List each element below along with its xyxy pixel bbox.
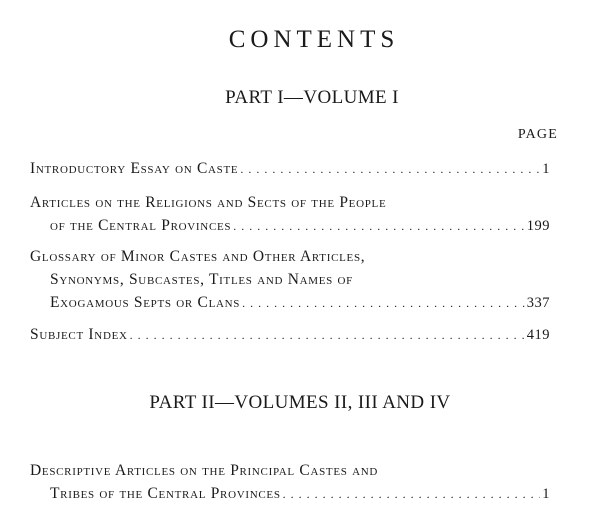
page-column-label: PAGE — [517, 127, 558, 142]
dot-leader — [130, 324, 525, 347]
toc-page-number: 199 — [526, 218, 550, 234]
toc-entry-text: Synonyms, Subcastes, Titles and Names of — [50, 271, 353, 288]
toc-entry-text: Tribes of the Central Provinces — [50, 485, 281, 502]
toc-entry-text: Exogamous Septs or Clans — [50, 294, 241, 311]
toc-page-number: 419 — [526, 327, 550, 343]
toc-entry-text: Articles on the Religions and Sects of the People — [30, 194, 387, 211]
dot-leader — [283, 483, 541, 506]
part-two-title: PART II—VOLUMES II, III AND IV — [149, 392, 451, 413]
toc-entry-text: Introductory Essay on Caste — [30, 160, 239, 177]
toc-entry-descriptive-articles — [30, 459, 550, 505]
dot-leader — [233, 215, 525, 238]
toc-page-number: 1 — [542, 486, 550, 502]
toc-entry-text: Descriptive Articles on the Principal Castes and — [30, 462, 379, 479]
dot-leader — [242, 292, 525, 315]
part-one-title: PART I—VOLUME I — [225, 87, 399, 108]
contents-title: CONTENTS — [228, 26, 400, 53]
toc-page-number: 1 — [542, 161, 550, 177]
toc-entry-introductory-essay — [30, 157, 550, 180]
toc-entry-text: of the Central Provinces — [50, 217, 232, 234]
toc-entry-subject-index — [30, 323, 550, 346]
dot-leader — [240, 158, 540, 181]
toc-entry-text: Glossary of Minor Castes and Other Articles, — [30, 248, 366, 265]
toc-entry-religions-and-sects — [30, 191, 550, 237]
toc-page-number: 337 — [526, 295, 550, 311]
toc-entry-glossary-minor-castes — [30, 245, 550, 314]
toc-entry-text: Subject Index — [30, 326, 128, 343]
